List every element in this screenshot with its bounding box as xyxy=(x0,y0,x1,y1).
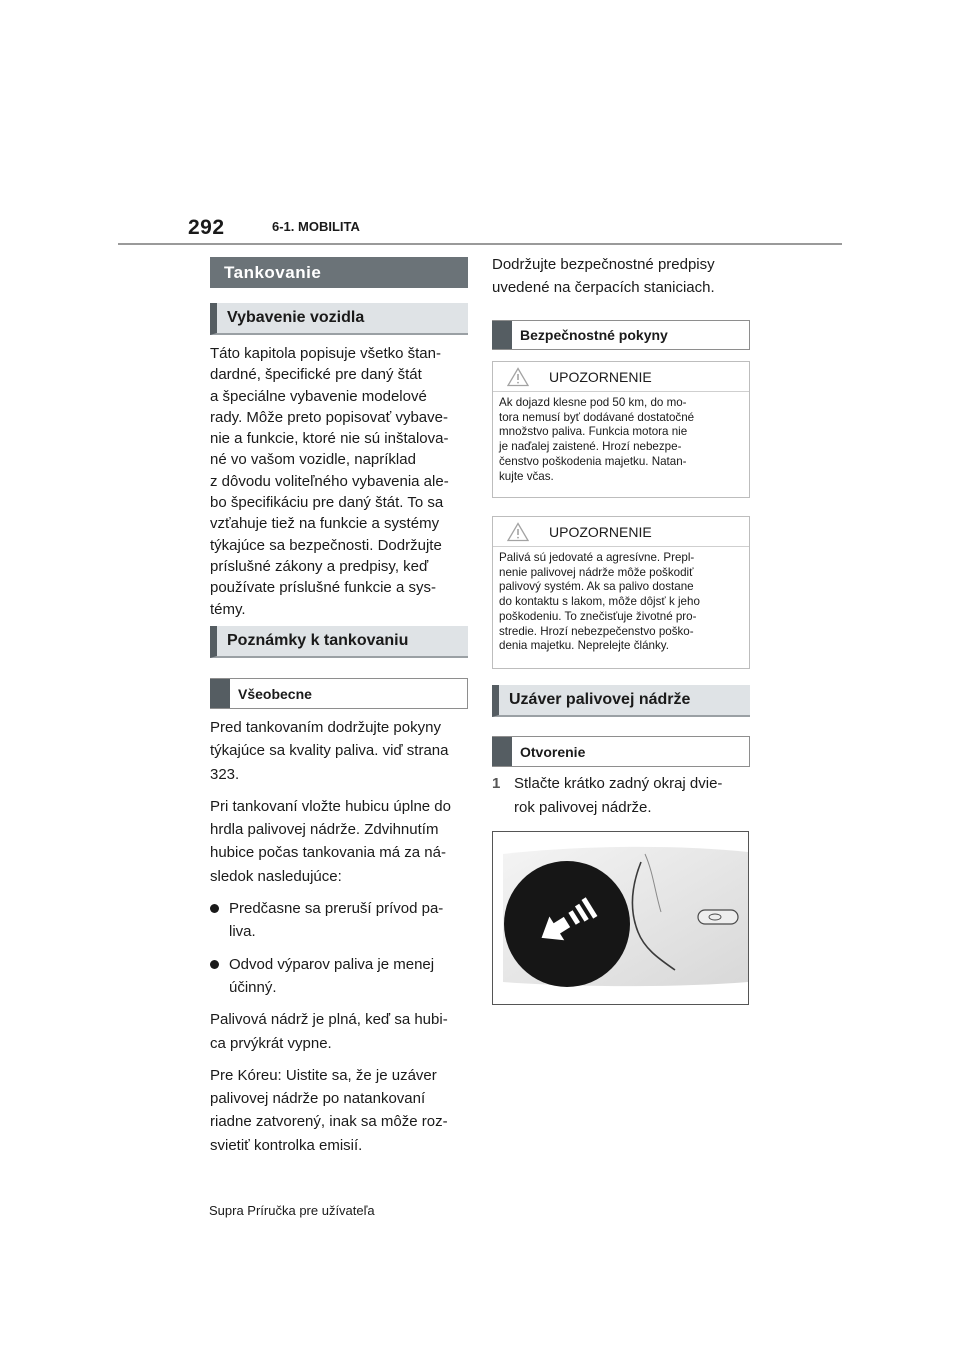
text-line: Pred tankovaním dodržujte pokyny xyxy=(210,719,441,736)
heading-bar xyxy=(210,679,230,708)
heading-uzaver-palivovej-nadrze: Uzáver palivovej nádrže xyxy=(492,685,750,717)
warning-header xyxy=(493,517,749,547)
heading-otvorenie xyxy=(492,736,750,767)
text-line: hrdla palivovej nádrže. Zdvihnutím xyxy=(210,821,439,839)
text-line: a špeciálne vybavenie modelové xyxy=(210,387,427,405)
text-line: týkajúce sa kvality paliva. viď strana xyxy=(210,742,449,760)
warning-title: UPOZORNENIE xyxy=(549,523,652,540)
text-line: množstvo paliva. Funkcia motora nie xyxy=(499,425,688,439)
text-line: používate príslušné funkcie a sys- xyxy=(210,579,436,597)
title-tankovanie: Tankovanie xyxy=(210,257,468,288)
heading-bezpecnostne-pokyny xyxy=(492,320,750,350)
bullet-dot-icon xyxy=(210,904,219,913)
bullet-item xyxy=(210,953,472,1000)
tankovanie-notes xyxy=(210,716,472,1157)
warning-triangle-icon xyxy=(507,367,529,387)
text-line: liva. xyxy=(229,923,256,941)
text-line: dardné, špecifické pre daný štát xyxy=(210,366,422,384)
heading-vseobecne xyxy=(210,678,468,709)
text-line: Palivová nádrž je plná, keď sa hubi- xyxy=(210,1011,448,1029)
text-line: Pri tankovaní vložte hubicu úplne do xyxy=(210,797,451,815)
heading-bar xyxy=(492,737,512,766)
text-line: ca prvýkrát vypne. xyxy=(210,1034,332,1052)
heading-otvorenie-label: Otvorenie xyxy=(520,743,586,760)
step-number: 1 xyxy=(492,775,501,792)
text-line: účinný. xyxy=(229,978,277,996)
footer-text: Supra Príručka pre užívateľa xyxy=(209,1203,375,1218)
heading-bezpecnostne-label: Bezpečnostné pokyny xyxy=(520,327,668,343)
step-1 xyxy=(492,772,754,820)
page-number: 292 xyxy=(188,216,225,239)
text-line: je naďalej zaistené. Hrozí nebezpe- xyxy=(499,440,682,454)
text-line: Ak dojazd klesne pod 50 km, do mo- xyxy=(499,396,687,409)
text-line: riadne zatvorený, inak sa môže roz- xyxy=(210,1113,448,1131)
text-line: Pre Kóreu: Uistite sa, že je uzáver xyxy=(210,1066,437,1084)
text-line: Palivá sú jedovaté a agresívne. Prepl- xyxy=(499,551,695,564)
fuel-flap-illustration xyxy=(492,831,749,1005)
text-line: Stlačte krátko zadný okraj dvie- xyxy=(514,775,723,792)
text-line: né vo vašom vozidle, napríklad xyxy=(210,451,416,469)
heading-poznamky-k-tankovaniu: Poznámky k tankovaniu xyxy=(210,626,468,658)
text-line: palivový systém. Ak sa palivo dostane xyxy=(499,580,694,594)
text-line: kujte včas. xyxy=(499,469,554,483)
warning-triangle-icon xyxy=(507,522,529,542)
text-line: uvedené na čerpacích staniciach. xyxy=(492,279,715,297)
bullet-dot-icon xyxy=(210,960,219,969)
intro-paragraph xyxy=(492,253,752,300)
text-line: rok palivovej nádrže. xyxy=(514,799,652,816)
text-line: poškodeniu. To znečisťuje životné pro- xyxy=(499,609,697,623)
heading-bar xyxy=(492,321,512,349)
text-line: 323. xyxy=(210,765,240,783)
text-line: Predčasne sa preruší prívod pa- xyxy=(229,900,444,918)
warning-box-paliva xyxy=(492,516,750,669)
text-line: čenstvo poškodenia majetku. Natan- xyxy=(499,454,687,468)
text-line: bo špecifikáciu pre daný štát. To sa xyxy=(210,494,444,512)
text-line: z dôvodu voliteľného vybavenia ale- xyxy=(210,472,449,490)
text-line: týkajúce sa bezpečnosti. Dodržujte xyxy=(210,536,442,554)
fuel-flap-drawing xyxy=(493,832,748,1004)
text-line: nenie palivovej nádrže môže poškodiť xyxy=(499,565,694,579)
text-line: rady. Môže preto popisovať vybave- xyxy=(210,408,448,426)
text-line: témy. xyxy=(210,600,246,618)
bullet-item xyxy=(210,897,472,944)
warning-title: UPOZORNENIE xyxy=(549,368,652,385)
vybavenie-paragraph xyxy=(210,343,470,620)
text-line: Odvod výparov paliva je menej xyxy=(229,955,435,973)
text-line: vzťahuje tiež na funkcie a systémy xyxy=(210,515,440,533)
text-line: sledok nasledujúce: xyxy=(210,867,342,885)
heading-vseobecne-label: Všeobecne xyxy=(238,685,312,702)
text-line: tora nemusí byť dodávané dostatočné xyxy=(499,410,695,424)
warning-header xyxy=(493,362,749,392)
text-line: do kontaktu s lakom, môže dôjsť k jeho xyxy=(499,595,700,609)
section-title: 6-1. MOBILITA xyxy=(272,219,360,234)
text-line: stredie. Hrozí nebezpečenstvo poško- xyxy=(499,624,694,638)
text-line: Táto kapitola popisuje všetko štan- xyxy=(210,345,441,362)
warning-text xyxy=(493,547,749,654)
text-line: Dodržujte bezpečnostné predpisy xyxy=(492,256,715,273)
text-line: palivovej nádrže po natankovaní xyxy=(210,1090,426,1108)
text-line: príslušné zákony a predpisy, keď xyxy=(210,557,429,575)
text-line: hubice počas tankovania má za ná- xyxy=(210,844,446,862)
text-line: svietiť kontrolka emisií. xyxy=(210,1136,363,1154)
text-line: nie a funkcie, ktoré nie sú inštalova- xyxy=(210,430,449,448)
header-rule xyxy=(118,243,842,245)
warning-box-dojazd xyxy=(492,361,750,498)
warning-text xyxy=(493,392,749,484)
heading-vybavenie-vozidla: Vybavenie vozidla xyxy=(210,303,468,335)
text-line: denia majetku. Neprelejte články. xyxy=(499,639,669,653)
